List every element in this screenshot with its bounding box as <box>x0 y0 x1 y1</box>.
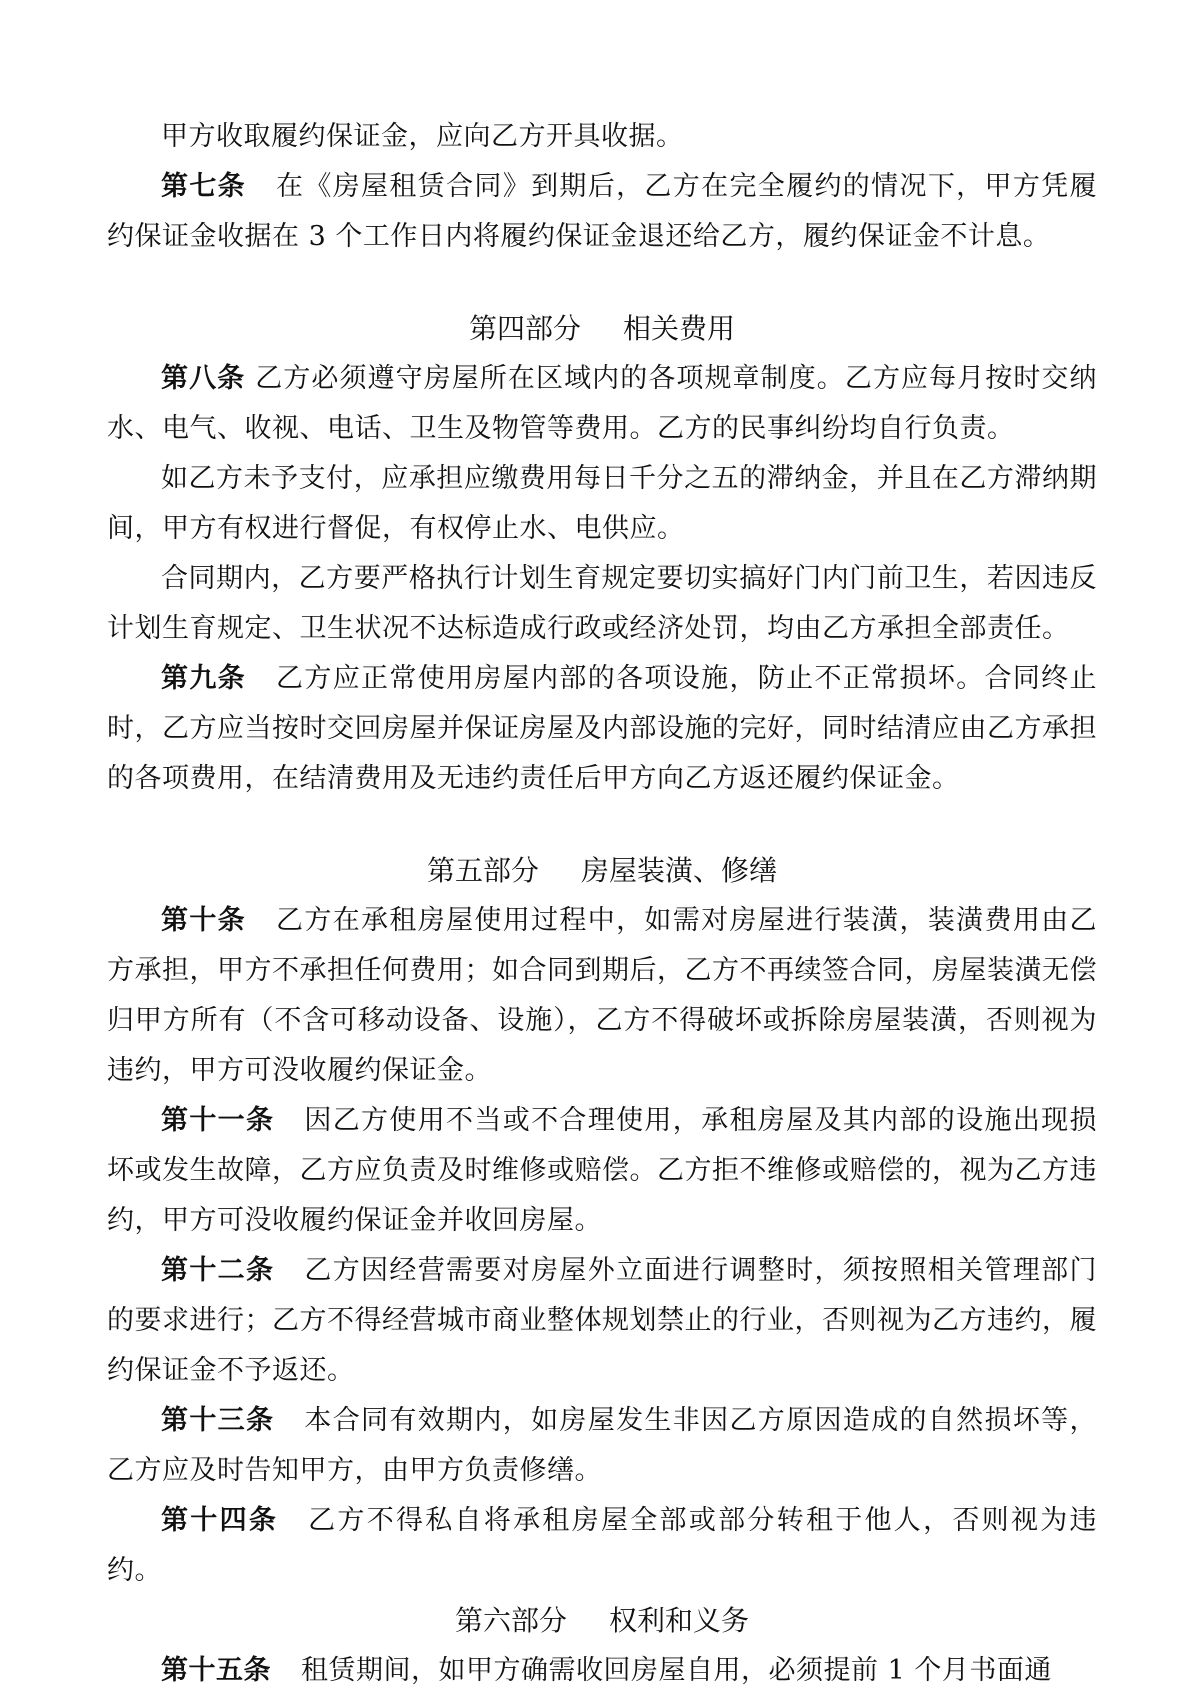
paragraph-text: 本合同有效期内，如房屋发生非因乙方原因造成的自然损坏等，乙方应及时告知甲方，由甲方负责修缮。 <box>107 1405 1098 1486</box>
article-14 <box>107 1496 1097 1596</box>
section-title: 相关费用 <box>623 312 736 345</box>
paragraph-deposit-receipt <box>107 112 1097 162</box>
article-label: 第十五条 <box>161 1655 271 1686</box>
section-number: 第五部分 <box>426 854 539 887</box>
paragraph-text: 乙方必须遵守房屋所在区域内的各项规章制度。乙方应每月按时交纳水、电气、收视、电话、卫生及物管等费用。乙方的民事纠纷均自行负责。 <box>107 363 1097 444</box>
paragraph-text: 因乙方使用不当或不合理使用，承租房屋及其内部的设施出现损坏或发生故障，乙方应负责及时维修或赔偿。乙方拒不维修或赔偿的，视为乙方违约，甲方可没收履约保证金并收回房屋。 <box>107 1105 1098 1236</box>
section-heading-5 <box>107 846 1097 896</box>
paragraph-family-planning <box>107 554 1097 654</box>
article-label: 第十条 <box>161 905 247 936</box>
paragraph-text: 乙方不得私自将承租房屋全部或部分转租于他人，否则视为违约。 <box>107 1505 1098 1586</box>
article-label: 第十一条 <box>161 1105 275 1136</box>
article-11 <box>107 1096 1097 1246</box>
section-number: 第六部分 <box>454 1604 567 1637</box>
article-10 <box>107 896 1097 1096</box>
section-heading-4 <box>107 304 1097 354</box>
paragraph-text: 乙方在承租房屋使用过程中，如需对房屋进行装潢，装潢费用由乙方承担，甲方不承担任何费用；如合同到期后，乙方不再续签合同，房屋装潢无偿归甲方所有（不含可移动设备、设施），乙方不得破坏或拆除房屋装潢，否则视为违约，甲方可没收履约保证金。 <box>107 905 1098 1086</box>
article-label: 第十二条 <box>161 1255 275 1286</box>
section-title: 权利和义务 <box>609 1604 750 1637</box>
paragraph-text: 租赁期间，如甲方确需收回房屋自用，必须提前 1 个月书面通 <box>301 1655 1052 1686</box>
article-label: 第十四条 <box>161 1505 279 1536</box>
article-13 <box>107 1396 1097 1496</box>
article-label: 第九条 <box>161 663 247 694</box>
article-label: 第七条 <box>161 171 247 202</box>
article-15 <box>107 1646 1097 1696</box>
article-label: 第八条 <box>161 363 246 394</box>
article-12 <box>107 1246 1097 1396</box>
paragraph-text: 甲方收取履约保证金，应向乙方开具收据。 <box>161 121 684 152</box>
section-number: 第四部分 <box>468 312 581 345</box>
paragraph-text: 在《房屋租赁合同》到期后，乙方在完全履约的情况下，甲方凭履约保证金收据在 3 个工作日内将履约保证金退还给乙方，履约保证金不计息。 <box>107 171 1098 252</box>
article-8 <box>107 354 1097 454</box>
section-heading-6 <box>107 1596 1097 1646</box>
paragraph-text: 如乙方未予支付，应承担应缴费用每日千分之五的滞纳金，并且在乙方滞纳期间，甲方有权进行督促，有权停止水、电供应。 <box>107 463 1097 544</box>
article-7 <box>107 162 1097 262</box>
paragraph-text: 合同期内，乙方要严格执行计划生育规定要切实搞好门内门前卫生，若因违反计划生育规定、卫生状况不达标造成行政或经济处罚，均由乙方承担全部责任。 <box>107 563 1097 644</box>
document-body <box>107 112 1097 1696</box>
paragraph-text: 乙方因经营需要对房屋外立面进行调整时，须按照相关管理部门的要求进行；乙方不得经营城市商业整体规划禁止的行业，否则视为乙方违约，履约保证金不予返还。 <box>107 1255 1098 1386</box>
article-label: 第十三条 <box>161 1405 275 1436</box>
section-title: 房屋装潢、修缮 <box>581 854 778 887</box>
article-9 <box>107 654 1097 804</box>
paragraph-text: 乙方应正常使用房屋内部的各项设施，防止不正常损坏。合同终止时，乙方应当按时交回房屋并保证房屋及内部设施的完好，同时结清应由乙方承担的各项费用，在结清费用及无违约责任后甲方向乙方返还履约保证金。 <box>107 663 1098 794</box>
paragraph-late-fee <box>107 454 1097 554</box>
